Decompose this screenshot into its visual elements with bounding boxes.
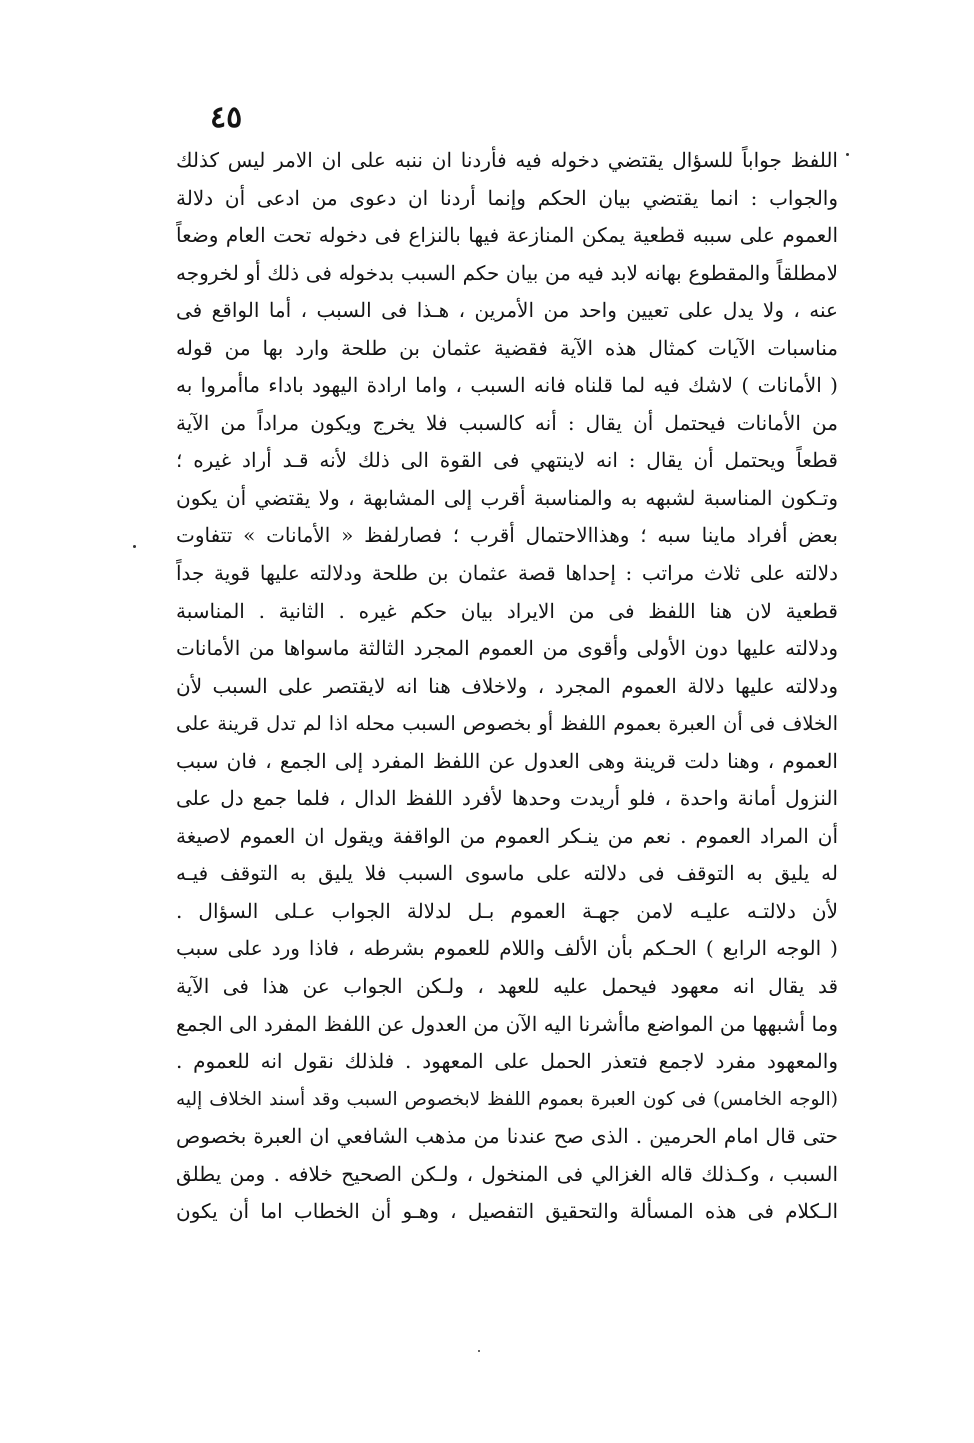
text-line: قد يقال انه معهود فيحمل عليه للعهد ، ولـكن الجواب عن هذا فى الآية [176, 974, 838, 999]
text-line: لامطلقاً والمقطوع بهانه لابد فيه من بيان حكم السبب بدخوله فى ذلك أو لخروجه [176, 260, 838, 285]
text-line: والمعهود مفرد لاجمع فتعذر الحمل على المعهود . فلذلك نقول انه للعموم . [176, 1049, 838, 1074]
text-line: أن المراد العموم . نعم من ينـكر العموم من الواقفة ويقول ان العموم لاصيغة [176, 823, 838, 848]
text-line: السبب ، وكـذلك قاله الغزالي فى المنخول ، ولـكن الصحيح خلافه . ومن يطلق [176, 1161, 838, 1186]
text-line: الـكلام فى هذه المسألة والتحقيق التفصيل ، وهـو أن الخطاب اما أن يكون [176, 1199, 838, 1224]
text-line: وما أشبهها من المواضع ماأشرنا اليه الآن من العدول عن اللفظ المفرد الى الجمع [176, 1011, 838, 1036]
text-line: ( الوجه الرابع ) الحـكم بأن الألف واللام للعموم بشرطه ، فاذا ورد على سبب [176, 936, 838, 961]
text-line: لأن دلالتـه عليـه لامن جهـة العموم بـل لدلالة الجواب عـلى السؤال . [176, 898, 838, 923]
margin-dot [133, 545, 136, 548]
text-line: والجواب : انما يقتضي بيان الحكم وإنما أردنا ان دعوى من ادعى أن دلالة [176, 185, 838, 210]
text-line: النزول أمانة واحدة ، فلو أريدت وحدها لأفرد اللفظ الدال ، فلما جمع دل على [176, 786, 838, 811]
text-line: وتـكون المناسبة لشبهه به والمناسبة أقرب إلى المشابهة ، ولا يقتضي أن يكون [176, 485, 838, 510]
text-line: (الوجه الخامس) فى كون العبرة بعموم اللفظ لابخصوص السبب وقد أسند الخلاف إليه [176, 1088, 838, 1110]
text-line: العموم ، وهنا دلت قرينة وهى العدول عن اللفظ المفرد إلى الجمع ، فان سبب [176, 748, 838, 773]
text-line: له يليق به التوقف فى دلالته على ماسوى السبب فلا يليق به التوقف فيـه [176, 861, 838, 886]
margin-dot [478, 1350, 480, 1352]
text-line: ( الأمانات ) لاشك فيه لما قلناه فانه السبب ، واما ارادة اليهود باداء ماأمروا به [176, 373, 838, 398]
body-text [176, 142, 838, 1231]
text-line: اللفظ جواباً للسؤال يقتضي دخوله فيه فأردنا ان ننبه على ان الامر ليس كذلك [176, 148, 838, 172]
text-line: قطعاً ويحتمل أن يقال : انه لاينتهي فى القوة الى ذلك لأنه قـد أراد غيره ؛ [176, 448, 838, 473]
text-line: بعض أفراد ماينا سبه ؛ وهذاالاحتمال أقرب ؛ فصارلفظ « الأمانات » تتفاوت [176, 523, 838, 548]
text-line: عنه ، ولا يدل على تعيين واحد من الأمرين ، هـذا فى السبب ، أما الواقع فى [176, 298, 838, 323]
text-line: الخلاف فى أن العبرة بعموم اللفظ أو بخصوص السبب محله اذا لم تدل قرينة على [176, 712, 838, 736]
text-line: ودلالته عليها دلالة العموم المجرد ، ولاخلاف هنا انه لايقتصر على السبب لأن [176, 673, 838, 698]
page-number: ٤٥ [210, 100, 243, 135]
text-line: قطعية لان هنا اللفظ فى من الايراد بيان حكم غيره . الثانية . المناسبة [176, 598, 838, 623]
margin-dot [846, 153, 849, 156]
text-line: ودلالته عليها دون الأولى وأقوى من العموم المجرد الثالثة ماسواها من الأمانات [176, 636, 838, 661]
text-line: دلالته على ثلاث مراتب : إحداها قصة عثمان بن طلحة ودلالته عليها قوية جداً [176, 561, 838, 586]
text-line: حتى قال امام الحرمين . الذى صح عندنا من مذهب الشافعي ان العبرة بخصوص [176, 1124, 838, 1149]
text-line: من الأمانات فيحتمل أن يقال : أنه كالسبب فلا يخرج ويكون مراداً من الآية [176, 410, 838, 435]
text-line: مناسبات الآيات كمثال هذه الآية فقضية عثمان بن طلحة وارد بها من قوله [176, 335, 838, 360]
text-line: العموم على سببه قطعية يمكن المنازعة فيها بالنزاع فى دخوله تحت العام وضعاً [176, 223, 838, 248]
